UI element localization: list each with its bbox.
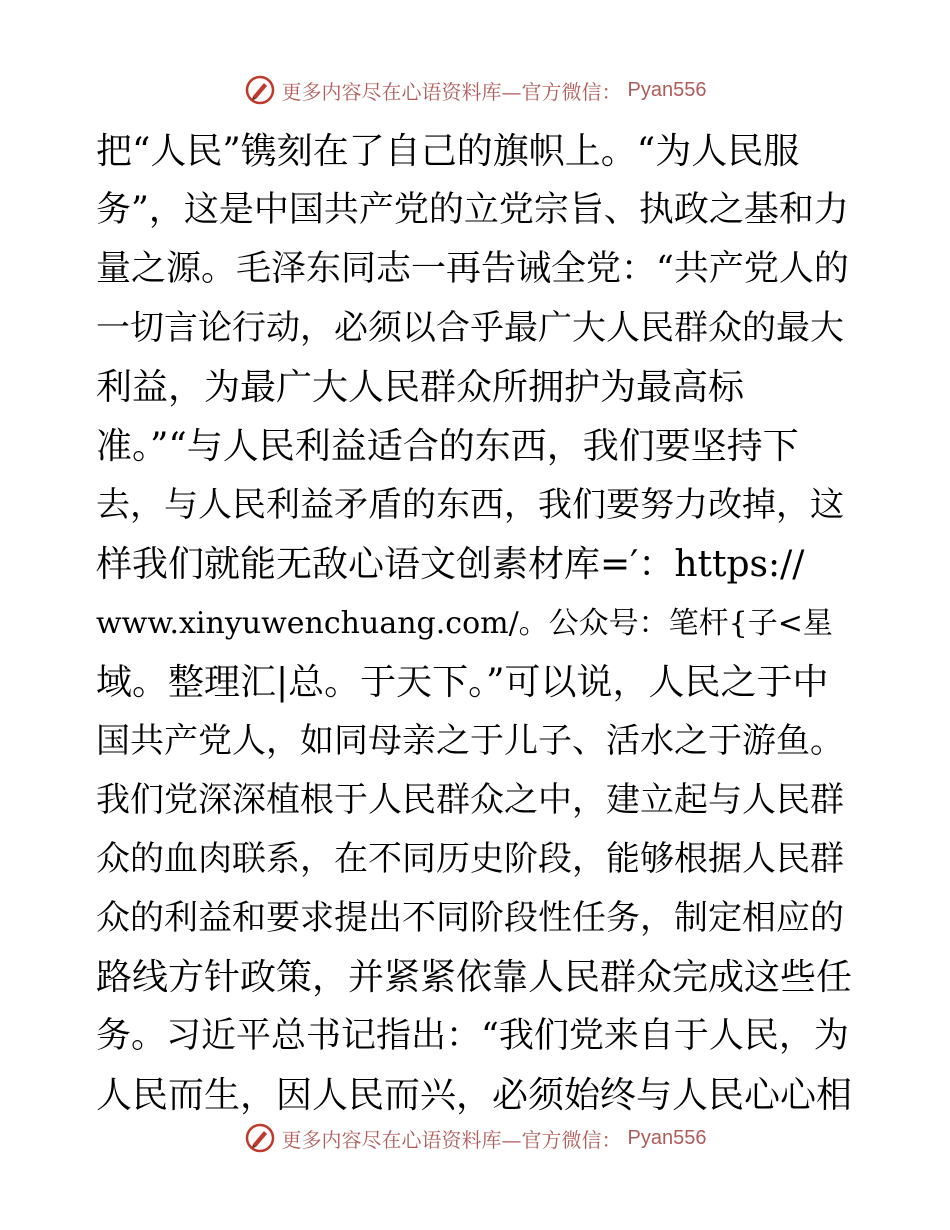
body-line-11: 国共产党人，如同母亲之于儿子、活水之于游鱼。 [96,721,844,761]
body-line-10: 域。整理汇|总。于天下。”可以说，人民之于中 [96,662,829,703]
body-line-17: 人民而生，因人民而兴，必须始终与人民心心相 [96,1075,853,1116]
watermark-text: 更多内容尽在心语资料库—官方微信： [281,1127,622,1152]
body-line-12: 我们党深深植根于人民群众之中，建立起与人民群 [96,780,844,820]
watermark-account: Pyan556 [627,78,707,101]
page-footer-watermark [0,1118,950,1158]
document-body [96,122,856,1125]
body-line-16: 务。习近平总书记指出：“我们党来自于人民，为 [96,1016,849,1056]
body-line-8: 样我们就能无敌心语文创素材库=′：https:// [96,544,805,585]
page-header-watermark [0,70,950,110]
body-line-4: 一切言论行动，必须以合乎最广大人民群众的最大 [96,308,844,348]
body-line-6: 准。”“与人民利益适合的东西，我们要坚持下 [96,426,799,467]
body-line-9: www.xinyuwenchuang.com/。公众号：笔杆{子<星 [96,606,833,641]
body-line-1: 把“人民”镌刻在了自己的旗帜上。“为人民服 [96,131,800,172]
body-line-15: 路线方针政策，并紧紧依靠人民群众完成这些任 [96,957,853,998]
body-line-14: 众的利益和要求提出不同阶段性任务，制定相应的 [96,898,844,938]
watermark-account: Pyan556 [627,1126,707,1149]
pen-logo-icon [244,1122,276,1154]
body-line-5: 利益，为最广大人民群众所拥护为最高标 [96,367,745,408]
body-line-13: 众的血肉联系，在不同历史阶段，能够根据人民群 [96,839,844,879]
watermark-text: 更多内容尽在心语资料库—官方微信： [281,79,622,104]
body-line-2: 务”，这是中国共产党的立党宗旨、执政之基和力 [96,190,849,230]
pen-logo-icon [244,74,276,106]
body-line-7: 去，与人民利益矛盾的东西，我们要努力改掉，这 [96,485,844,525]
body-line-3: 量之源。毛泽东同志一再告诫全党：“共产党人的 [96,249,849,289]
